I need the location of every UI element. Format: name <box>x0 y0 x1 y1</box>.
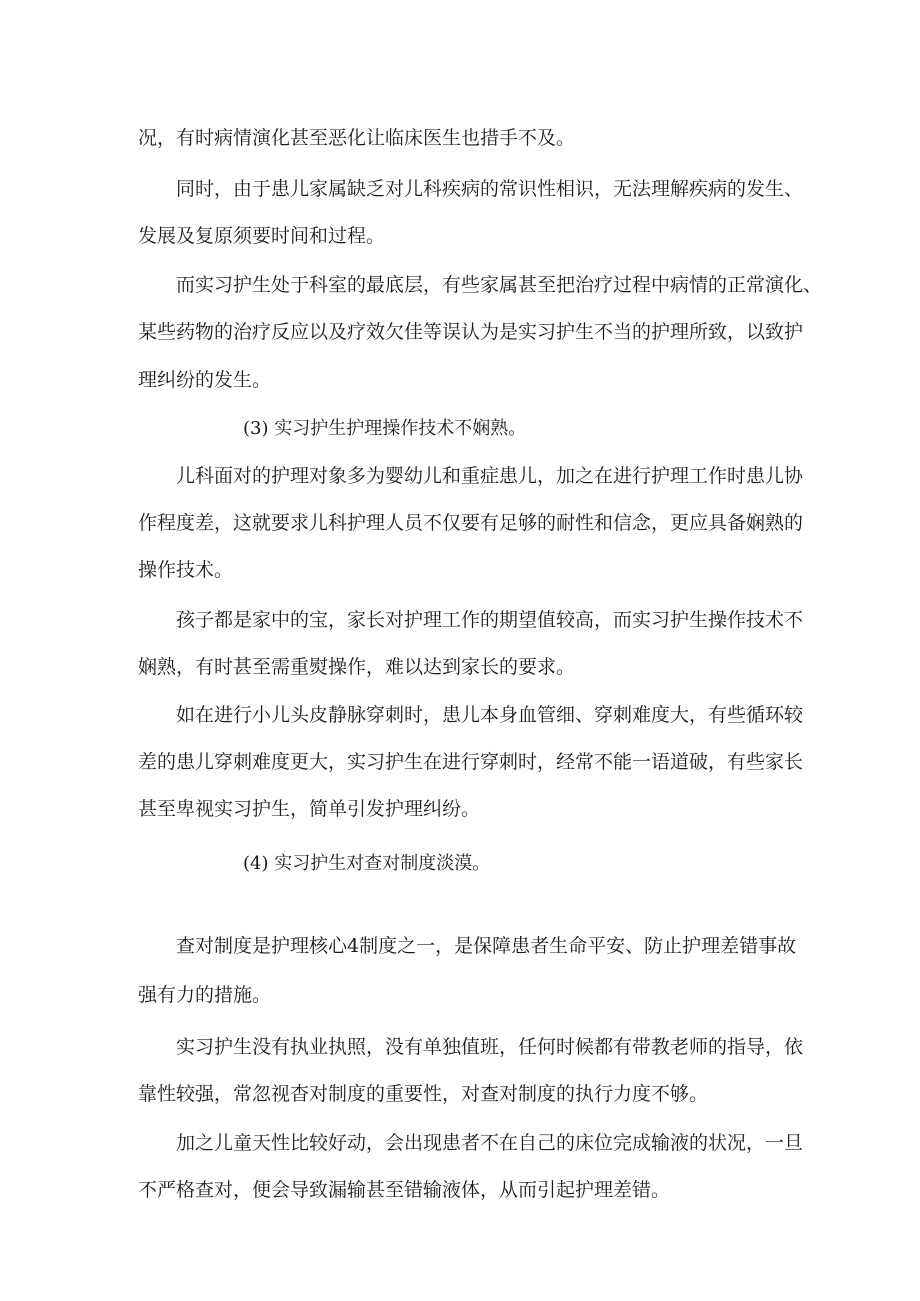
text-line: 查对制度是护理核心4制度之一，是保障患者生命平安、防止护理差错事故 <box>176 935 797 957</box>
text-line: 发展及复原须要时间和过程。 <box>138 225 386 247</box>
section-heading: (4) 实习护生对查对制度淡漠。 <box>243 853 491 874</box>
text-line: 强有力的措施。 <box>138 984 272 1006</box>
text-line: 某些药物的治疗反应以及疗效欠佳等误认为是实习护生不当的护理所致，以致护 <box>138 321 804 343</box>
text-line: 不严格查对，便会导致漏输甚至错输液体，从而引起护理差错。 <box>138 1179 671 1201</box>
text-line: 差的患儿穿刺难度更大，实习护生在进行穿刺时，经常不能一语道破，有些家长 <box>138 751 804 773</box>
text-line: 如在进行小儿头皮静脉穿刺时，患儿本身血管细、穿刺难度大，有些循环较 <box>176 704 804 726</box>
text-line: 孩子都是家中的宝，家长对护理工作的期望值较高，而实习护生操作技术不 <box>176 609 804 631</box>
text-line: 操作技术。 <box>138 559 234 581</box>
text-line: 甚至卑视实习护生，简单引发护理纠纷。 <box>138 798 481 820</box>
section-heading: (3) 实习护生护理操作技术不娴熟。 <box>243 418 527 439</box>
text-line: 作程度差，这就要求儿科护理人员不仅要有足够的耐性和信念，更应具备娴熟的 <box>138 512 804 534</box>
text-line: 而实习护生处于科室的最底层，有些家属甚至把治疗过程中病情的正常演化、 <box>176 274 823 296</box>
text-line: 实习护生没有执业执照，没有单独值班，任何时候都有带教老师的指导，依 <box>176 1036 804 1058</box>
text-line: 况，有时病情演化甚至恶化让临床医生也措手不及。 <box>138 127 576 149</box>
text-line: 理纠纷的发生。 <box>138 369 272 391</box>
text-line: 靠性较强，常忽视杳对制度的重要性，对查对制度的执行力度不够。 <box>138 1083 709 1105</box>
text-line: 同时，由于患儿家属缺乏对儿科疾病的常识性相识，无法理解疾病的发生、 <box>176 178 804 200</box>
text-line: 加之儿童天性比较好动，会出现患者不在自己的床位完成输液的状况，一旦 <box>176 1132 804 1154</box>
text-line: 儿科面对的护理对象多为婴幼儿和重症患儿，加之在进行护理工作时患儿协 <box>176 465 804 487</box>
text-line: 娴熟，有时甚至需重熨操作，难以达到家长的要求。 <box>138 656 576 678</box>
